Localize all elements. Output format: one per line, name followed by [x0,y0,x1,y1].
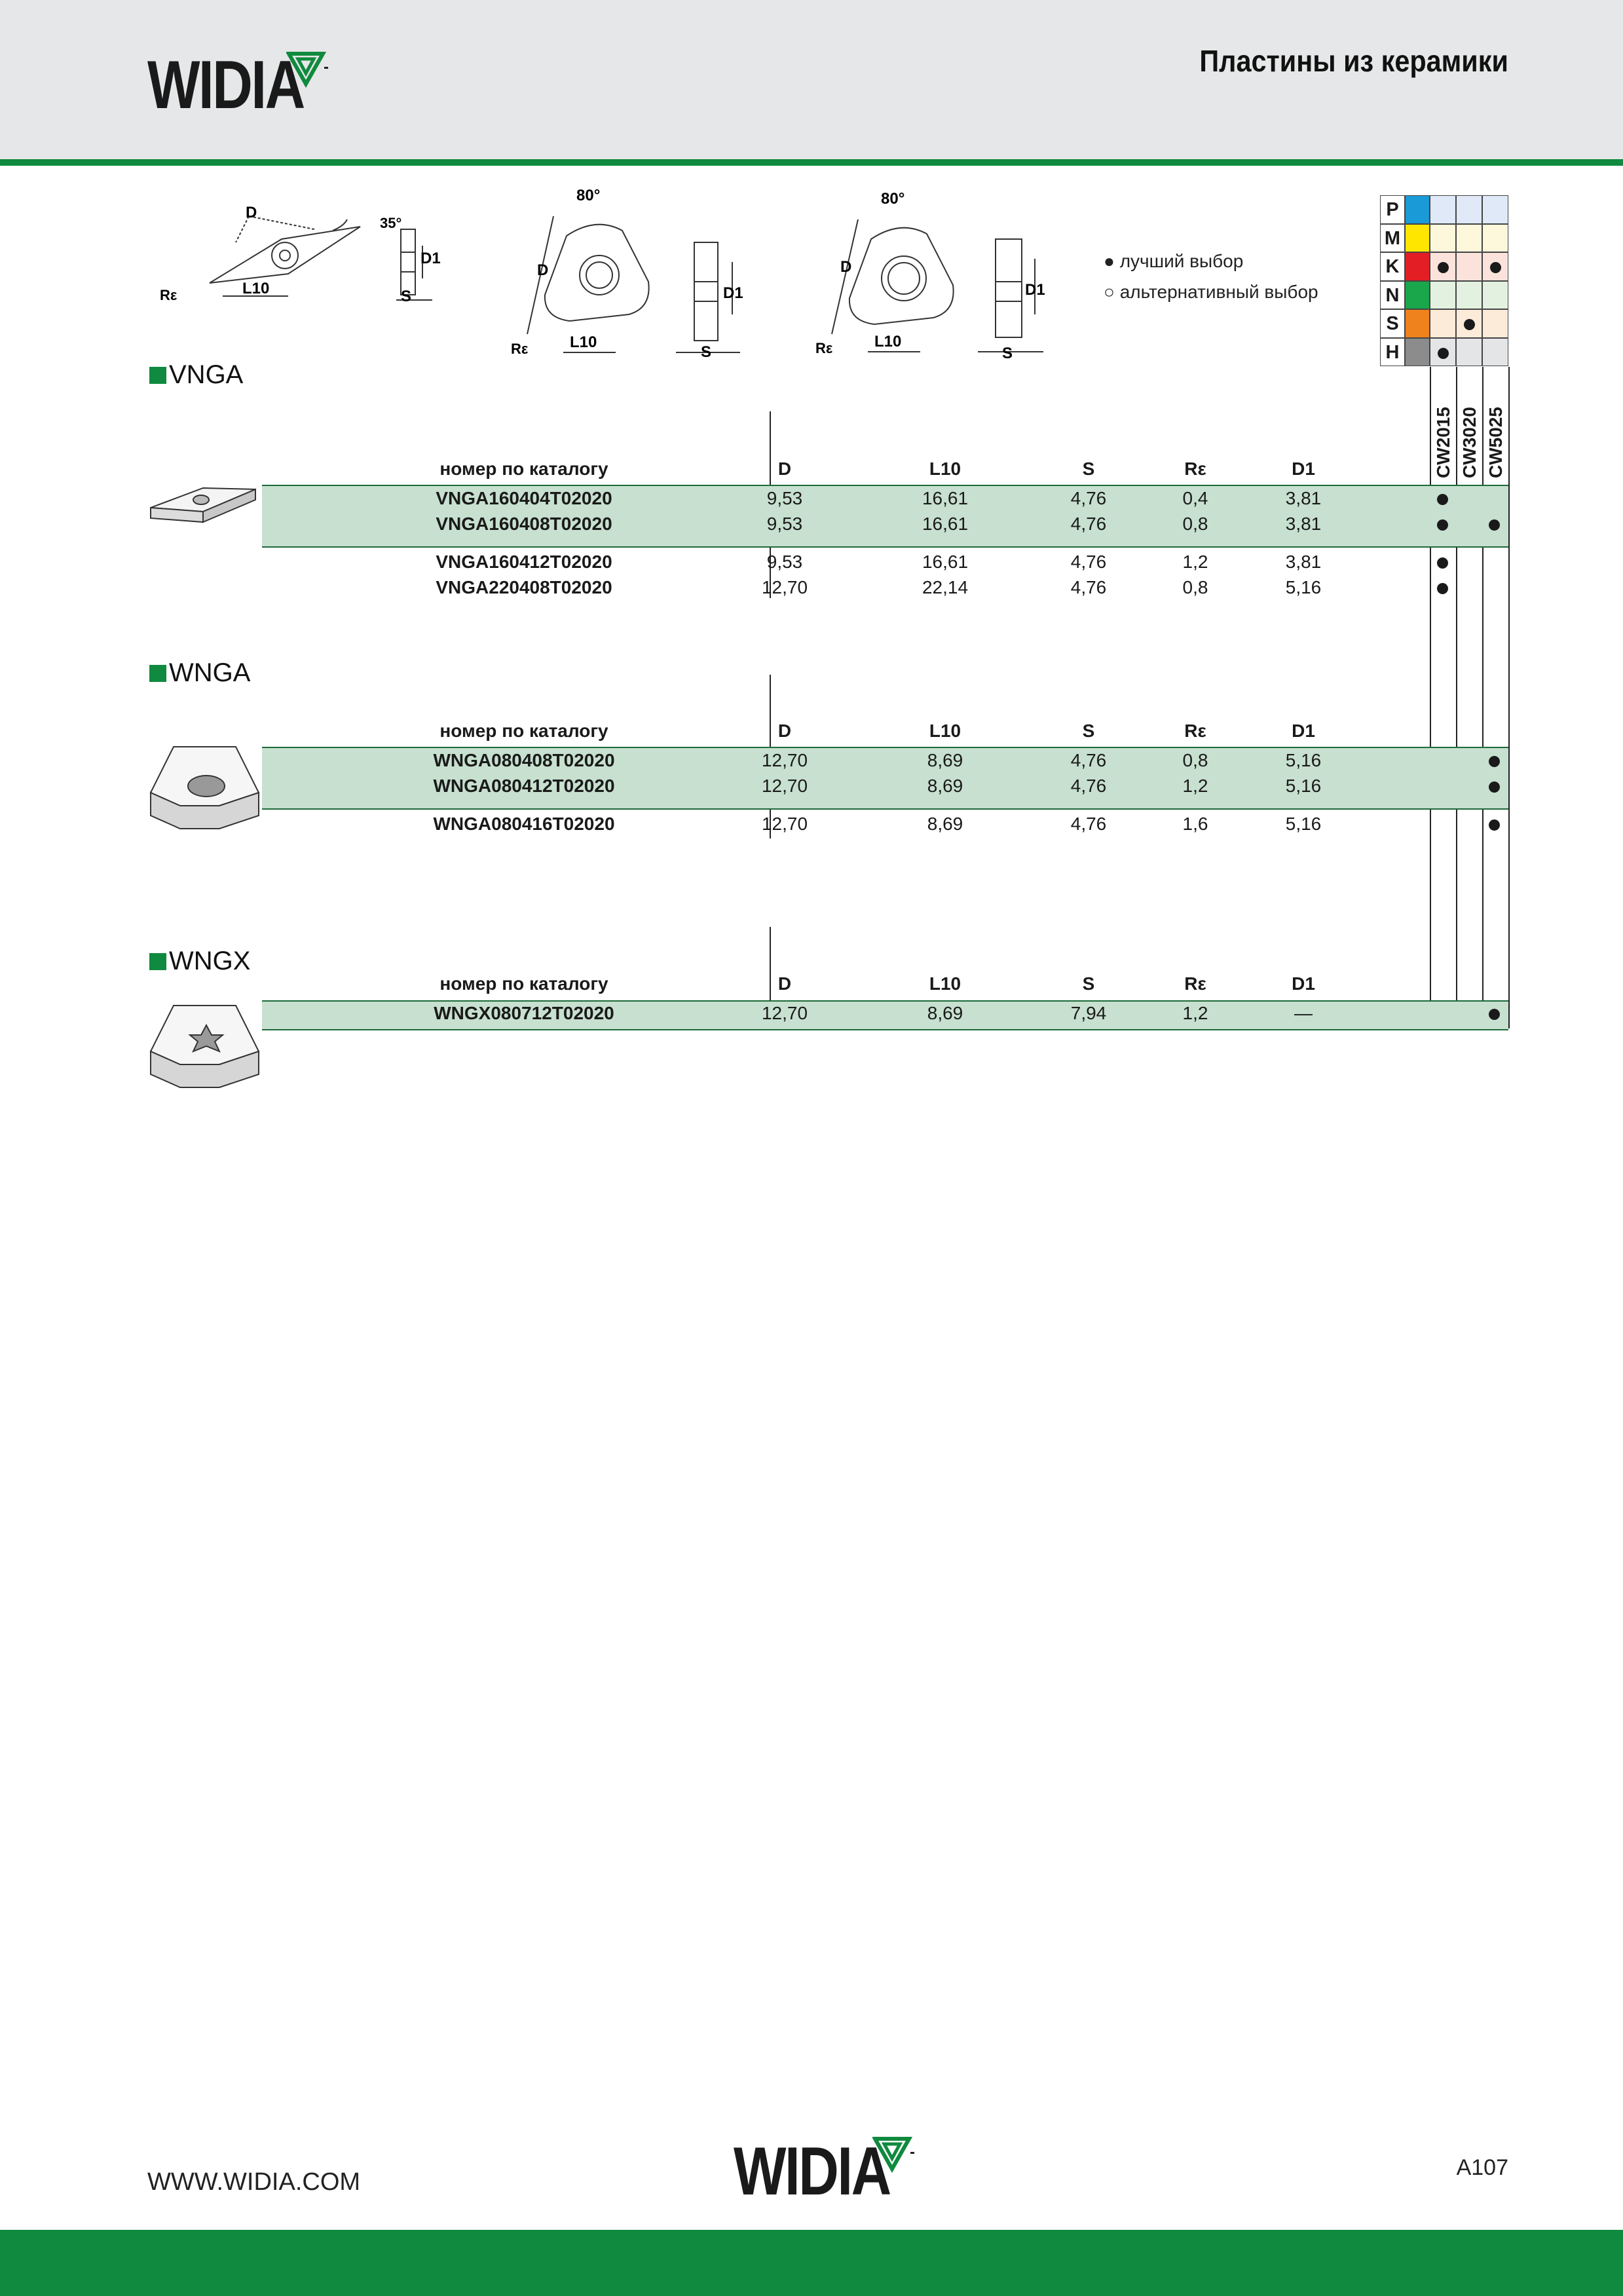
cell-re: 1,2 [1182,776,1208,796]
column-header-d: D [777,459,792,479]
dim-label-l10: L10 [874,333,902,350]
best-choice-dot [1437,557,1448,569]
dim-label-angle: 80° [576,187,601,204]
cell-d: 12,70 [761,577,808,597]
cell-l10: 16,61 [922,488,969,508]
cell-re: 1,2 [1182,1003,1208,1023]
material-letter-h: H [1380,338,1405,367]
cell-d: 9,53 [766,552,803,572]
page-title: Пластины из керамики [1199,44,1508,78]
cell-l10: 8,69 [927,814,963,834]
cell-d: 9,53 [766,488,803,508]
dim-label-l10: L10 [570,333,597,351]
column-header-l10: L10 [929,459,961,479]
catalog-number: WNGA080416T02020 [433,814,615,834]
cell-re: 0,4 [1182,488,1208,508]
cell-d1: — [1294,1003,1313,1023]
cell-re: 1,6 [1182,814,1208,834]
cell-s: 4,76 [1070,776,1107,796]
logo-wordmark: WIDIA [147,47,304,123]
cell-d1: 3,81 [1285,552,1322,572]
dim-label-re: Rε [815,340,833,356]
cell-l10: 16,61 [922,514,969,534]
best-choice-dot [1437,494,1448,505]
cell-d1: 5,16 [1285,776,1322,796]
section-title-text: WNGA [169,658,251,687]
cell-l10: 16,61 [922,552,969,572]
best-choice-dot [1437,583,1448,594]
footer-url[interactable]: WWW.WIDIA.COM [147,2168,361,2196]
dim-label-d1: D1 [1025,281,1045,299]
cell-d: 12,70 [761,814,808,834]
column-header-catalog: номер по каталогу [439,459,608,479]
cell-l10: 22,14 [922,577,969,597]
cell-re: 0,8 [1182,577,1208,597]
best-choice-dot [1489,1009,1500,1020]
cell-d1: 3,81 [1285,514,1322,534]
vnga-insert-image [147,481,259,534]
cell-d: 12,70 [761,1003,808,1023]
cell-s: 4,76 [1070,814,1107,834]
dim-label-angle: 80° [881,190,905,208]
dim-label-l10: L10 [242,280,270,297]
column-header-re: Rε [1184,459,1206,479]
cell-re: 0,8 [1182,514,1208,534]
cell-d1: 5,16 [1285,814,1322,834]
dim-label-angle: 35° [380,215,402,231]
section-title-text: WNGX [169,947,251,975]
column-header-l10: L10 [929,721,961,741]
dim-label-d: D [537,261,549,279]
material-letter-m: M [1380,224,1405,253]
dim-label-s: S [401,288,412,305]
dim-label-d1: D1 [420,250,441,267]
dim-label-re: Rε [160,287,177,303]
cell-s: 4,76 [1070,514,1107,534]
dim-label-s: S [701,343,712,360]
cell-d1: 3,81 [1285,488,1322,508]
catalog-number: VNGA160412T02020 [436,552,612,572]
footer-logo [734,2134,923,2210]
grade-label-cw2015: CW2015 [1433,407,1453,478]
cell-d: 9,53 [766,514,803,534]
catalog-number: VNGA160404T02020 [436,488,612,508]
wngx-insert-image [147,999,262,1097]
best-choice-dot [1437,519,1448,531]
section-marker-icon [149,665,166,682]
material-letter-s: S [1380,309,1405,338]
cell-re: 0,8 [1182,750,1208,770]
footer-logo-wordmark: WIDIA [734,2134,890,2210]
column-header-d: D [777,973,792,994]
grade-label-cw3020: CW3020 [1459,407,1480,478]
cell-l10: 8,69 [927,750,963,770]
cell-s: 7,94 [1070,1003,1107,1023]
dim-label-s: S [1002,345,1013,360]
dim-label-re: Rε [511,341,529,357]
best-choice-dot [1489,519,1500,531]
dim-label-d1: D1 [723,284,743,302]
best-choice-dot [1489,756,1500,767]
wnga-insert-image [147,740,262,845]
catalog-number: WNGX080712T02020 [434,1003,614,1023]
column-header-s: S [1082,459,1095,479]
material-letter-k: K [1380,252,1405,281]
cell-re: 1,2 [1182,552,1208,572]
table-row [0,552,1623,576]
grade-label-cw5025: CW5025 [1485,407,1506,478]
column-header-s: S [1082,721,1095,741]
material-letter-p: P [1380,195,1405,224]
cell-s: 4,76 [1070,577,1107,597]
footer-bar [0,2230,1623,2296]
catalog-number: WNGA080408T02020 [433,750,615,770]
cell-d1: 5,16 [1285,577,1322,597]
column-header-d: D [777,721,792,741]
section-marker-icon [149,367,166,384]
page-number: A107 [1456,2155,1508,2180]
column-header-re: Rε [1184,721,1206,741]
column-header-catalog: номер по каталогу [439,721,608,741]
catalog-number: VNGA220408T02020 [436,577,612,597]
best-choice-dot [1489,819,1500,831]
dim-label-d: D [840,258,852,276]
section-title-text: VNGA [169,360,244,389]
column-header-d1: D1 [1292,459,1315,479]
table-row [0,577,1623,602]
section-title-wnga [149,658,250,688]
cell-d: 12,70 [761,750,808,770]
legend-best-choice: ● лучший выбор [1104,251,1244,271]
cell-d1: 5,16 [1285,750,1322,770]
section-title-vnga [149,360,243,390]
catalog-number: WNGA080412T02020 [433,776,615,796]
column-header-d1: D1 [1292,973,1315,994]
footer-logo-triangle-icon [872,2134,914,2173]
cell-s: 4,76 [1070,552,1107,572]
section-title-wngx [149,947,250,976]
column-header-d1: D1 [1292,721,1315,741]
material-letter-n: N [1380,281,1405,310]
cell-s: 4,76 [1070,750,1107,770]
column-header-catalog: номер по каталогу [439,973,608,994]
cell-s: 4,76 [1070,488,1107,508]
dim-label-d: D [246,204,257,221]
section-marker-icon [149,953,166,970]
column-header-re: Rε [1184,973,1206,994]
cell-l10: 8,69 [927,776,963,796]
legend-alternative-choice: ○ альтернативный выбор [1104,282,1318,302]
catalog-number: VNGA160408T02020 [436,514,612,534]
cell-l10: 8,69 [927,1003,963,1023]
column-header-s: S [1082,973,1095,994]
column-header-l10: L10 [929,973,961,994]
cell-d: 12,70 [761,776,808,796]
best-choice-dot [1489,781,1500,793]
